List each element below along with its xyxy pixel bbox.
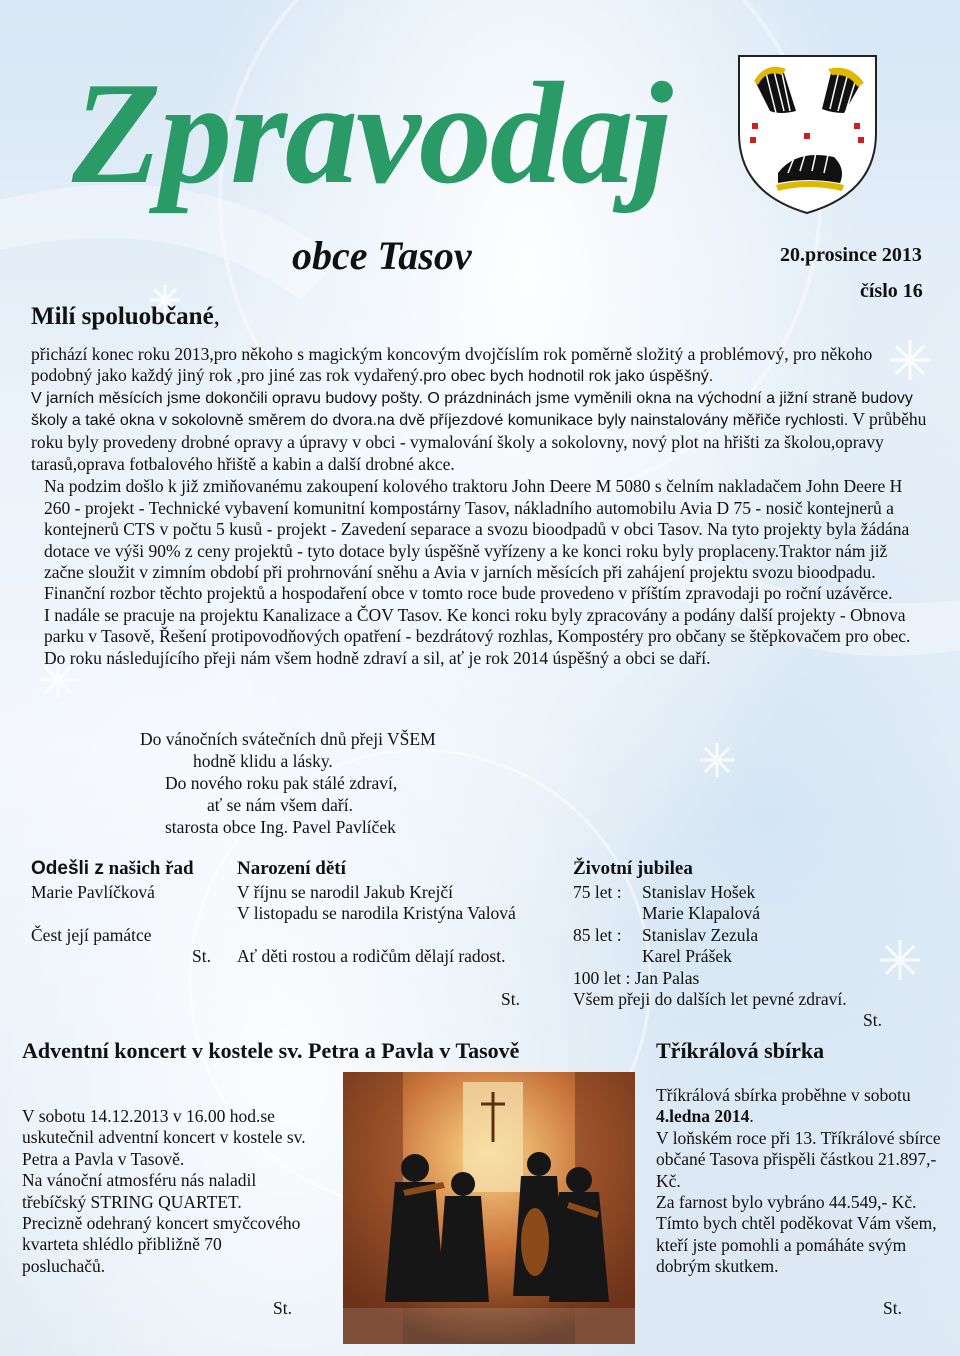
intro-paragraph-1 <box>31 344 931 388</box>
jubilea-age-85: 85 let : <box>573 924 622 945</box>
koncert-heading: Adventní koncert v kostele sv. Petra a Pavla v Tasově <box>22 1038 520 1063</box>
intro-p2-meters: na dvě příjezdové komunikace byly nainstalovány měřiče rychlosti. <box>376 412 849 430</box>
coat-of-arms-emblem <box>736 53 879 216</box>
wish-line-2: hodně klidu a lásky. <box>193 751 333 771</box>
narozeni-line-3: Ať děti rostou a rodičům dělají radost. <box>237 946 506 967</box>
intro-p1-highlight: pro obec bych hodnotil rok jako úspěšný. <box>423 368 714 386</box>
narozeni-line-1: V říjnu se narodil Jakub Krejčí <box>237 882 453 902</box>
jubilea-signature: St. <box>863 1010 882 1031</box>
sbirka-date: 4.ledna 2014 <box>656 1106 750 1127</box>
intro-paragraph-2 <box>31 388 931 477</box>
jubilea-name-3: Stanislav Zezula <box>642 924 759 945</box>
wish-line-3: Do nového roku pak stálé zdraví, <box>165 773 398 793</box>
sbirka-p1-dot: . <box>749 1106 754 1127</box>
koncert-line-4: Na vánoční atmosféru nás naladil <box>22 1170 257 1191</box>
string-quartet-photo <box>343 1072 635 1344</box>
jubilea-name-2: Marie Klapalová <box>642 903 761 924</box>
christmas-wish <box>140 728 470 838</box>
koncert-line-1: V sobotu 14.12.2013 v 16.00 hod.se <box>22 1106 275 1126</box>
odesli-signature: St. <box>192 946 211 967</box>
koncert-signature: St. <box>273 1298 292 1318</box>
issue-date: 20.prosince 2013 <box>780 244 922 266</box>
narozeni-heading: Narození dětí <box>237 858 346 879</box>
odesli-column <box>31 882 211 968</box>
koncert-line-3: Petra a Pavla v Tasově. <box>22 1148 185 1169</box>
intro-p2-text: V jarních měsících jsme dokončili opravu budovy pošty. O prázdninách jsme vyměnili okna na východní a jižní straně budovy školy a také okna v sokolovně směrem do dvora. <box>31 389 913 430</box>
jubilea-age-75: 75 let : <box>573 882 622 902</box>
newsletter-title: Zpravodaj <box>72 52 671 214</box>
sbirka-article <box>656 1085 941 1278</box>
narozeni-line-2: V listopadu se narodila Kristýna Valová <box>237 903 516 924</box>
jubilea-name-4: Karel Prášek <box>642 946 732 967</box>
odesli-heading-b: našich řad <box>103 858 194 879</box>
narozeni-signature: St. <box>501 989 520 1010</box>
intro-paragraph-5: Do roku následujícího přeji nám všem hodně zdraví a sil, ať je rok 2014 úspěšný a obci se daří. <box>44 647 711 668</box>
odesli-name: Marie Pavlíčková <box>31 882 155 902</box>
jubilea-column <box>573 882 893 1032</box>
greeting <box>31 303 220 331</box>
intro-paragraph-4: I nadále se pracuje na projektu Kanalizace a ČOV Tasov. Ke konci roku byly zpracovány a podány další projekty - Obnova parku v Tasově, Řešení protipovodňových opatření - bezdrátový rozhlas, Kompostéry pro občany se štěpkovačem pro obec. <box>44 604 911 647</box>
sbirka-paragraph-2: V loňském roce při 13. Tříkrálové sbírce občané Tasova přispěli částkou 21.897,- Kč. <box>656 1127 941 1191</box>
koncert-line-7: kvarteta shlédlo přibližně 70 <box>22 1234 222 1255</box>
koncert-line-8: posluchačů. <box>22 1255 106 1276</box>
koncert-line-6: Precizně odehraný koncert smyčcového <box>22 1213 301 1234</box>
greeting-comma: , <box>213 303 220 330</box>
wish-signature: starosta obce Ing. Pavel Pavlíček <box>165 817 396 837</box>
intro-paragraph-3: Na podzim došlo k již zmiňovanému zakoupení kolového traktoru John Deere M 5080 s čelním nakladačem John Deere H 260 - projekt - Technické vybavení komunitní kompostárny Tasov, nákladního automobilu Avia D 75 - nosič kontejnerů a kontejnerů CTS v počtu 5 kusů - projekt - Zavedení separace a svozu bioodpadů v obci Tasov. Na tyto projekty byla žádána dotace ve výši 90% z ceny projektů - tyto dotace byly úspěšně vyřízeny a ke konci roku byly proplaceny.Traktor nám již začne sloužit v zimním období při prohrnování sněhu a Avia v jarních měsících při zahájení projektu svozu bioodpadu. Finanční rozbor těchto projektů a hospodaření obce v tomto roce bude provedeno v příštím zpravodaji po roční uzávěrce. <box>44 476 910 604</box>
jubilea-heading: Životní jubilea <box>573 858 693 879</box>
jubilea-wish: Všem přeji do dalších let pevné zdraví. <box>573 989 847 1010</box>
sbirka-paragraph-3: Za farnost bylo vybráno 44.549,- Kč. <box>656 1192 917 1213</box>
intro-letter <box>31 344 931 669</box>
sbirka-paragraph-1 <box>656 1085 941 1128</box>
jubilea-100: 100 let : Jan Palas <box>573 967 700 988</box>
jubilea-name-1: Stanislav Hošek <box>642 882 756 902</box>
narozeni-column <box>237 882 567 1010</box>
greeting-text: Milí spoluobčané <box>31 303 214 330</box>
newsletter-subtitle: obce Tasov <box>292 233 472 278</box>
issue-number: číslo 16 <box>860 280 923 302</box>
koncert-line-2: uskutečnil adventní koncert v kostele sv. <box>22 1127 306 1148</box>
koncert-line-5: třebíčský STRING QUARTET. <box>22 1191 242 1212</box>
wish-line-1: Do vánočních svátečních dnů přeji VŠEM <box>140 729 436 749</box>
koncert-article <box>22 1106 332 1277</box>
wish-line-4: ať se nám všem daří. <box>207 795 353 815</box>
odesli-memorial: Čest její památce <box>31 924 152 945</box>
sbirka-signature: St. <box>883 1298 902 1318</box>
sbirka-p1-text: Tříkrálová sbírka proběhne v sobotu <box>656 1085 911 1105</box>
odesli-heading <box>31 858 194 880</box>
sbirka-heading: Tříkrálová sbírka <box>656 1038 825 1063</box>
odesli-heading-a: Odešli z <box>31 858 104 879</box>
intro-p1-text: přichází konec roku 2013,pro někoho s magickým koncovým dvojčíslím rok poměrně složitý a problémový, pro někoho podobný jako každý jiný rok ,pro jiné zas rok vydařený. <box>31 344 873 386</box>
intro-p2-repairs: V průběhu roku byly provedeny drobné opravy a úpravy v obci - vymalování školy a sokolovny, nový plot na hřišti za školou,opravy tarasů,oprava fotbalového hřiště a kabin a další drobné akce. <box>31 409 927 475</box>
sbirka-paragraph-4: Tímto bych chtěl poděkovat Vám všem, kteří jste pomohli a pomáháte svým dobrým skutkem. <box>656 1213 937 1277</box>
